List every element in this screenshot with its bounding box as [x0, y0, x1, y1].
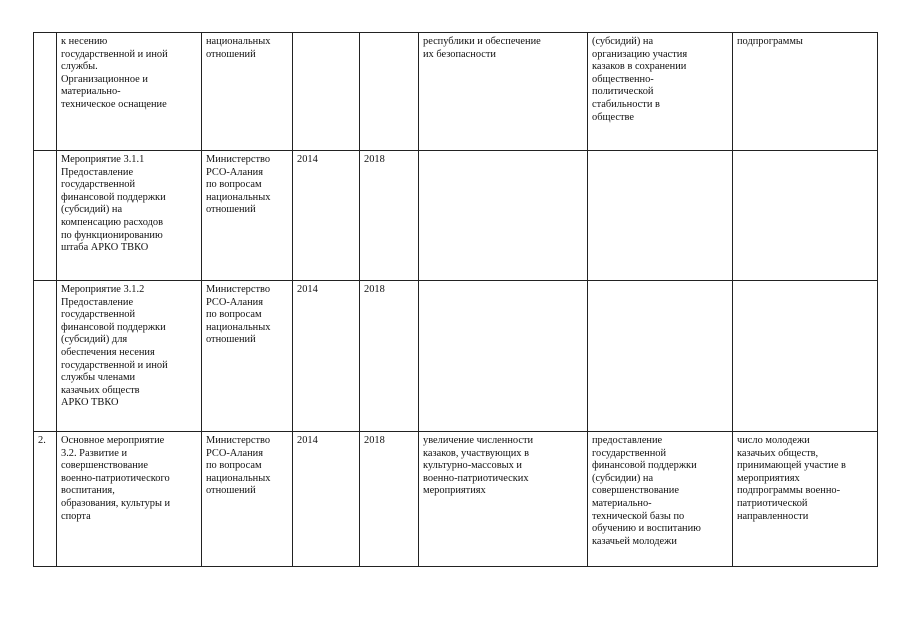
- cell-main-directions: предоставление государственной финансовой поддержки (субсидии) на совершенствование материально- технической базы по обучению и воспитанию казачьей молодежи: [588, 432, 733, 567]
- cell-number: [34, 281, 57, 432]
- cell-start-year: 2014: [293, 151, 360, 281]
- cell-event: Мероприятие 3.1.2 Предоставление государственной финансовой поддержки (субсидий) для обеспечения несения государственной и иной службы членами казачьих обществ АРКО ТВКО: [57, 281, 202, 432]
- cell-start-year: 2014: [293, 432, 360, 567]
- cell-indicators: [733, 151, 878, 281]
- cell-main-directions: [588, 281, 733, 432]
- program-activities-table: [33, 32, 878, 567]
- cell-start-year: 2014: [293, 281, 360, 432]
- cell-event: Мероприятие 3.1.1 Предоставление государственной финансовой поддержки (субсидий) на компенсацию расходов по функционированию штаба АРКО ТВКО: [57, 151, 202, 281]
- cell-number: 2.: [34, 432, 57, 567]
- cell-expected-result: республики и обеспечение их безопасности: [419, 33, 588, 151]
- cell-executor: национальных отношений: [202, 33, 293, 151]
- cell-main-directions: (субсидий) на организацию участия казаков в сохранении общественно- политической стабильности в обществе: [588, 33, 733, 151]
- table-row: [34, 33, 878, 151]
- cell-expected-result: [419, 151, 588, 281]
- cell-end-year: [360, 33, 419, 151]
- cell-number: [34, 151, 57, 281]
- cell-expected-result: увеличение численности казаков, участвующих в культурно-массовых и военно-патриотических мероприятиях: [419, 432, 588, 567]
- table-row: [34, 151, 878, 281]
- cell-indicators: подпрограммы: [733, 33, 878, 151]
- cell-event: к несению государственной и иной службы. Организационное и материально- техническое оснащение: [57, 33, 202, 151]
- cell-event: Основное мероприятие 3.2. Развитие и совершенствование военно-патриотического воспитания, образования, культуры и спорта: [57, 432, 202, 567]
- cell-end-year: 2018: [360, 151, 419, 281]
- cell-start-year: [293, 33, 360, 151]
- cell-end-year: 2018: [360, 281, 419, 432]
- cell-number: [34, 33, 57, 151]
- cell-indicators: [733, 281, 878, 432]
- cell-executor: Министерство РСО-Алания по вопросам национальных отношений: [202, 281, 293, 432]
- cell-main-directions: [588, 151, 733, 281]
- cell-indicators: число молодежи казачьих обществ, принимающей участие в мероприятиях подпрограммы военно- патриотической направленности: [733, 432, 878, 567]
- cell-executor: Министерство РСО-Алания по вопросам национальных отношений: [202, 432, 293, 567]
- cell-end-year: 2018: [360, 432, 419, 567]
- table-row: [34, 281, 878, 432]
- cell-expected-result: [419, 281, 588, 432]
- table-row: [34, 432, 878, 567]
- cell-executor: Министерство РСО-Алания по вопросам национальных отношений: [202, 151, 293, 281]
